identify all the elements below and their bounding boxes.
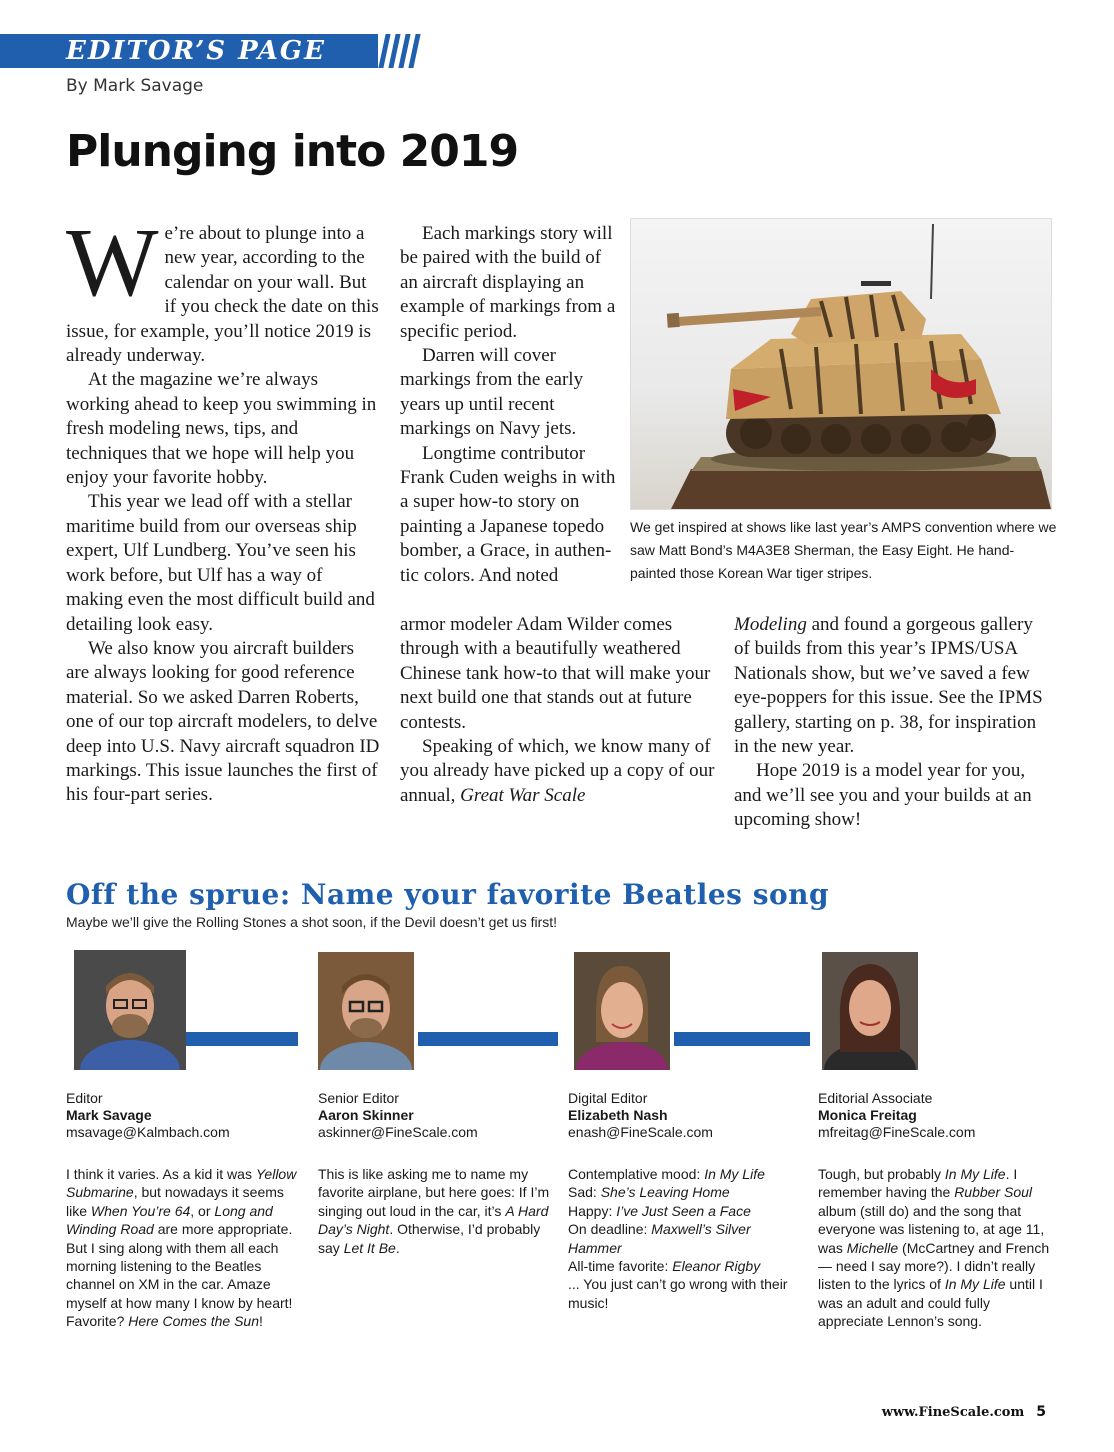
sprue-connector	[182, 1032, 298, 1046]
staff-email[interactable]: msavage@Kalmbach.com	[66, 1124, 230, 1140]
byline: By Mark Savage	[66, 76, 204, 96]
photo-caption: We get inspired at shows like last year’s AMPS convention where we saw Matt Bond’s M4A3E8 Sherman, the Easy Eight. He hand-painted those Korean War tiger stripes.	[630, 519, 1057, 581]
answer-line: On deadline: Maxwell’s Silver Hammer	[568, 1221, 751, 1256]
staff-monica-freitag	[818, 1090, 1058, 1141]
sprue-subtitle: Maybe we’ll give the Rolling Stones a shot soon, if the Devil doesn’t get us first!	[66, 914, 558, 930]
article-title: Plunging into 2019	[66, 126, 519, 177]
paragraph: At the magazine we’re always working ahead to keep you swimming in fresh modeling news, tips, and techniques that we hope will help you enjoy your favorite hobby.	[66, 369, 377, 489]
article-column-1	[66, 209, 380, 808]
answer-line: Happy: I’ve Just Seen a Face	[568, 1202, 751, 1219]
portrait-mark-savage	[74, 950, 186, 1070]
paragraph: Modeling and found a gorgeous gallery of builds from this year’s IPMS/USA Nationals show, but we’ve saved a few eye-poppers for this issue. See the IPMS gallery, starting on p. 38, for inspiration in the new year.	[734, 614, 1043, 758]
answer-line: Sad: She’s Leaving Home	[568, 1184, 730, 1201]
paragraph: Longtime contributor Frank Cuden weighs in with a super how-to story on painting a Japanese topedo bomber, a Grace, in authentic colors. And noted	[400, 442, 616, 586]
paragraph: Speaking of which, we know many of you already have picked up a copy of our annual, Great War Scale	[400, 736, 715, 806]
page-number: 5	[1036, 1404, 1046, 1420]
sprue-connector	[674, 1032, 810, 1046]
staff-email[interactable]: enash@FineScale.com	[568, 1124, 713, 1140]
staff-role: Editorial Associate	[818, 1090, 933, 1106]
staff-email[interactable]: askinner@FineScale.com	[318, 1124, 478, 1140]
section-banner	[0, 34, 420, 68]
paragraph: Hope 2019 is a model year for you, and we’ll see you and your builds at an upcoming show!	[734, 760, 1032, 831]
staff-aaron-skinner	[318, 1090, 558, 1141]
staff-name: Monica Freitag	[818, 1107, 917, 1123]
staff-role: Digital Editor	[568, 1090, 648, 1106]
paragraph: We also know you aircraft builders are always looking for good reference material. So we asked Darren Roberts, one of our top aircraft modelers, to delve deep into U.S. Navy aircraft squadron ID markings. This issue launches the first of his four-part series.	[66, 637, 380, 806]
footer-url[interactable]: www.FineScale.com	[881, 1405, 1025, 1420]
paragraph: Each markings story will be paired with the build of an aircraft displaying an example of markings from a specific period.	[400, 223, 616, 342]
answer-aaron-skinner: This is like asking me to name my favorite airplane, but here goes: If I’m singing out loud in the car, it’s A Hard Day’s Night. Otherwise, I’d probably say Let It Be.	[318, 1166, 550, 1256]
drop-cap: W	[66, 209, 159, 317]
sherman-tank-illustration	[631, 219, 1051, 509]
answer-mark-savage: I think it varies. As a kid it was Yellow Submarine, but nowadays it seems like When You’re 64, or Long and Winding Road are more appropriate. But I sing along with them all each morning listening to the Beatles channel on XM in the car. Amaze myself at how many I know by heart! Favorite? Here Comes the Sun!	[66, 1166, 297, 1330]
staff-elizabeth-nash	[568, 1090, 808, 1141]
staff-role: Editor	[66, 1090, 103, 1106]
staff-name: Mark Savage	[66, 1107, 152, 1123]
portrait-aaron-skinner	[318, 952, 414, 1070]
paragraph: Darren will cover markings from the early years up until recent markings on Navy jets.	[400, 345, 584, 440]
paragraph: This year we lead off with a stellar maritime build from our overseas ship expert, Ulf Lundberg. You’ve seen his work before, but Ulf has a way of making even the most difficult build and detailing look easy.	[66, 491, 375, 635]
sprue-heading: Off the sprue: Name your favorite Beatles song	[66, 878, 830, 911]
staff-name: Elizabeth Nash	[568, 1107, 668, 1123]
portrait-monica-freitag	[822, 952, 918, 1070]
portrait-elizabeth-nash	[574, 952, 670, 1070]
answer-monica-freitag: Tough, but probably In My Life. I remember having the Rubber Soul album (still do) and the song that everyone was listening to, at age 11, was Michelle (McCartney and French — need I say more?). I didn’t really listen to the lyrics of In My Life until I was an adult and could fully appreciate Lennon’s song.	[818, 1166, 1050, 1330]
answer-line: ... You just can’t go wrong with their music!	[568, 1276, 788, 1311]
staff-name: Aaron Skinner	[318, 1107, 414, 1123]
page-footer	[882, 1404, 1046, 1420]
answer-line: All-time favorite: Eleanor Rigby	[568, 1258, 761, 1275]
article-column-2-continued	[400, 613, 716, 808]
staff-role: Senior Editor	[318, 1090, 399, 1106]
paragraph: armor modeler Adam Wilder comes through with a beautifully weathered Chinese tank how-to that will make your next build one that stands out at future contests.	[400, 614, 711, 733]
article-column-2	[400, 222, 616, 588]
paragraph: We’re about to plunge into a new year, according to the calendar on your wall. But if you check the date on this issue, for example, you’ll notice 2019 is already underway.	[66, 209, 379, 367]
staff-mark-savage	[66, 1090, 306, 1141]
section-title: EDITOR’S PAGE	[66, 36, 326, 66]
answer-elizabeth-nash	[568, 1165, 803, 1312]
answer-line: Contemplative mood: In My Life	[568, 1166, 765, 1182]
article-column-3	[734, 613, 1050, 833]
annual-title: Great War Scale	[460, 784, 586, 806]
staff-email[interactable]: mfreitag@FineScale.com	[818, 1124, 976, 1140]
banner-stripes	[380, 34, 424, 68]
tank-model-photo	[630, 218, 1052, 510]
sprue-connector	[418, 1032, 558, 1046]
